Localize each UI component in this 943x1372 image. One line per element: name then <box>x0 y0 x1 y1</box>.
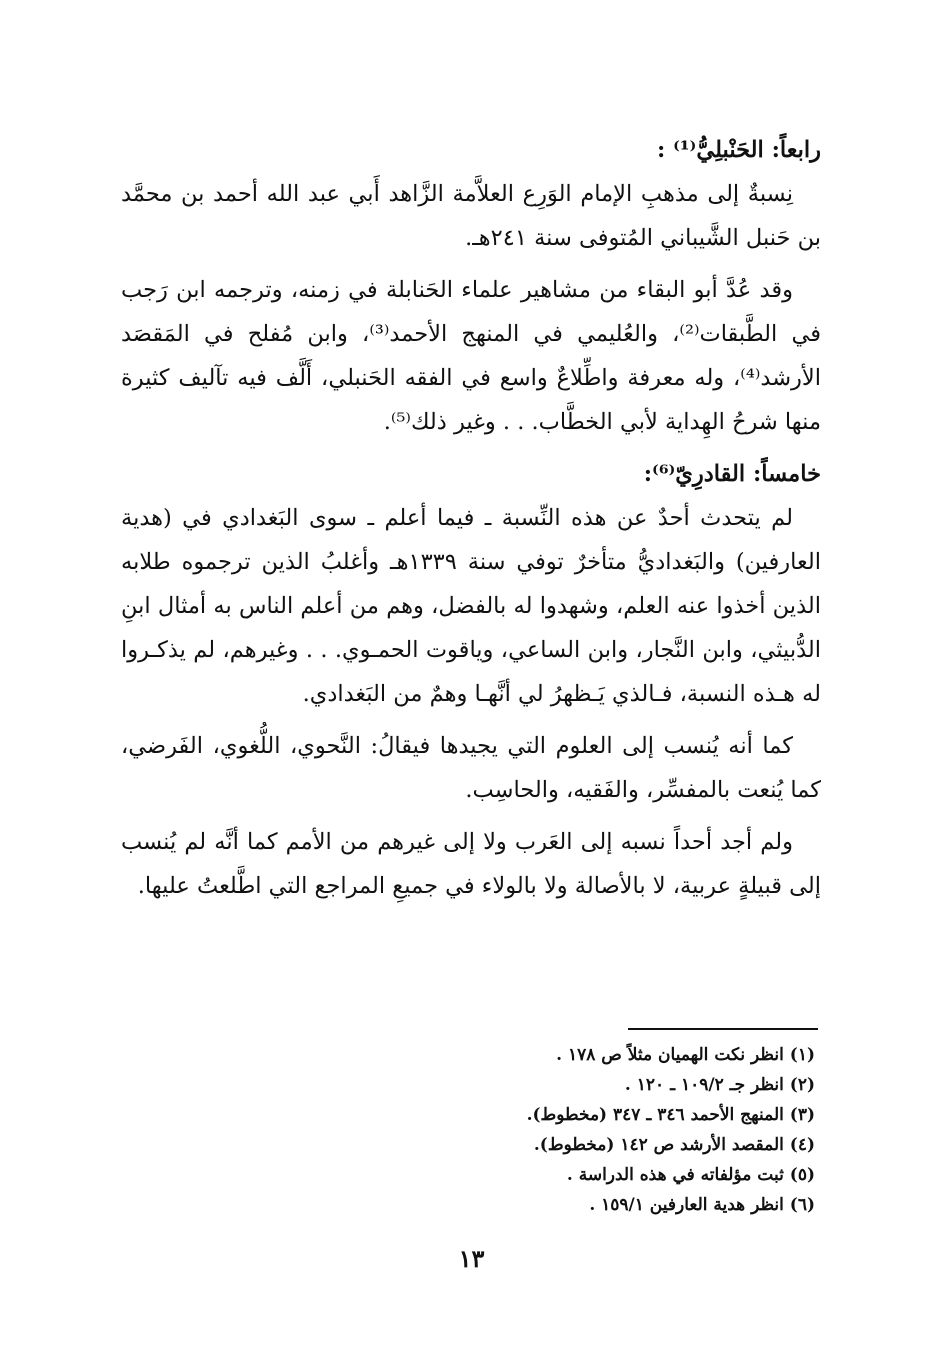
section-heading-hanbali: رابعاً: الحَنْبلِيُّ⁽¹⁾ : <box>656 137 821 163</box>
main-text <box>121 128 821 908</box>
paragraph: وقد عُدَّ أبو البقاء من مشاهير علماء الحَنابلة في زمنه، وترجمه ابن رَجب في الطَّبقات⁽²⁾، والعُليمي في المنهج الأحمد⁽³⁾، وابن مُفلح في المَقصَد الأرشد⁽⁴⁾، وله معرفة واطِّلاعٌ واسع في الفقه الحَنبلي، أَلَّف فيه تآليف كثيرة منها شرحُ الهِداية لأبي الخطَّاب. . . وغير ذلك⁽⁵⁾. <box>121 277 821 435</box>
footnote: (٤) المقصد الأرشد ص ١٤٢ (مخطوط). <box>533 1135 815 1155</box>
footnote: (٥) ثبت مؤلفاته في هذه الدراسة . <box>566 1165 815 1185</box>
footnotes <box>395 1040 815 1220</box>
paragraph: ولم أجد أحداً نسبه إلى العَرب ولا إلى غيرهم من الأمم كما أنَّه لم يُنسب إلى قبيلةٍ عربية، لا بالأصالة ولا بالولاء في جميعِ المراجع التي اطَّلعتُ عليها. <box>121 829 821 899</box>
footnote-divider <box>628 1028 818 1030</box>
footnote: (٢) انظر جـ ١٠٩/٢ ـ ١٢٠ . <box>624 1075 815 1095</box>
footnote: (١) انظر نكت الهميان مثلاً ص ١٧٨ . <box>556 1045 815 1065</box>
footnote: (٣) المنهج الأحمد ٣٤٦ ـ ٣٤٧ (مخطوط). <box>526 1105 815 1125</box>
section-heading-qadiri: خامساً: القادرِيّ⁽⁶⁾: <box>643 461 821 487</box>
page-number: ١٣ <box>458 1244 485 1273</box>
paragraph: لم يتحدث أحدٌ عن هذه النِّسبة ـ فيما أعلم ـ سوى البَغدادي في (هدية العارفين) والبَغداديُّ متأخرٌ توفي سنة ١٣٣٩هـ وأغلبُ الذين ترجموه طلابه الذين أخذوا عنه العلم، وشهدوا له بالفضل، وهم من أعلم الناس به أمثال ابنِ الدُّبيثي، وابن النَّجار، وابن الساعي، وياقوت الحمـوي. . . وغيرهم، لم يذكـروا له هـذه النسبة، فـالذي يَـظهرُ لي أنَّهـا وهمٌ من البَغدادي. <box>121 505 821 707</box>
paragraph: نِسبةٌ إلى مذهبِ الإمام الوَرِع العلاَّمة الزَّاهد أَبي عبد الله أحمد بن محمَّد بن حَنبل الشَّيباني المُتوفى سنة ٢٤١هـ. <box>121 181 821 251</box>
footnote: (٦) انظر هدية العارفين ١٥٩/١ . <box>589 1195 815 1215</box>
paragraph: كما أنه يُنسب إلى العلوم التي يجيدها فيقالُ: النَّحوي، اللُّغوي، الفَرضي، كما يُنعت بالمفسِّر، والفَقيه، والحاسِب. <box>121 733 821 803</box>
